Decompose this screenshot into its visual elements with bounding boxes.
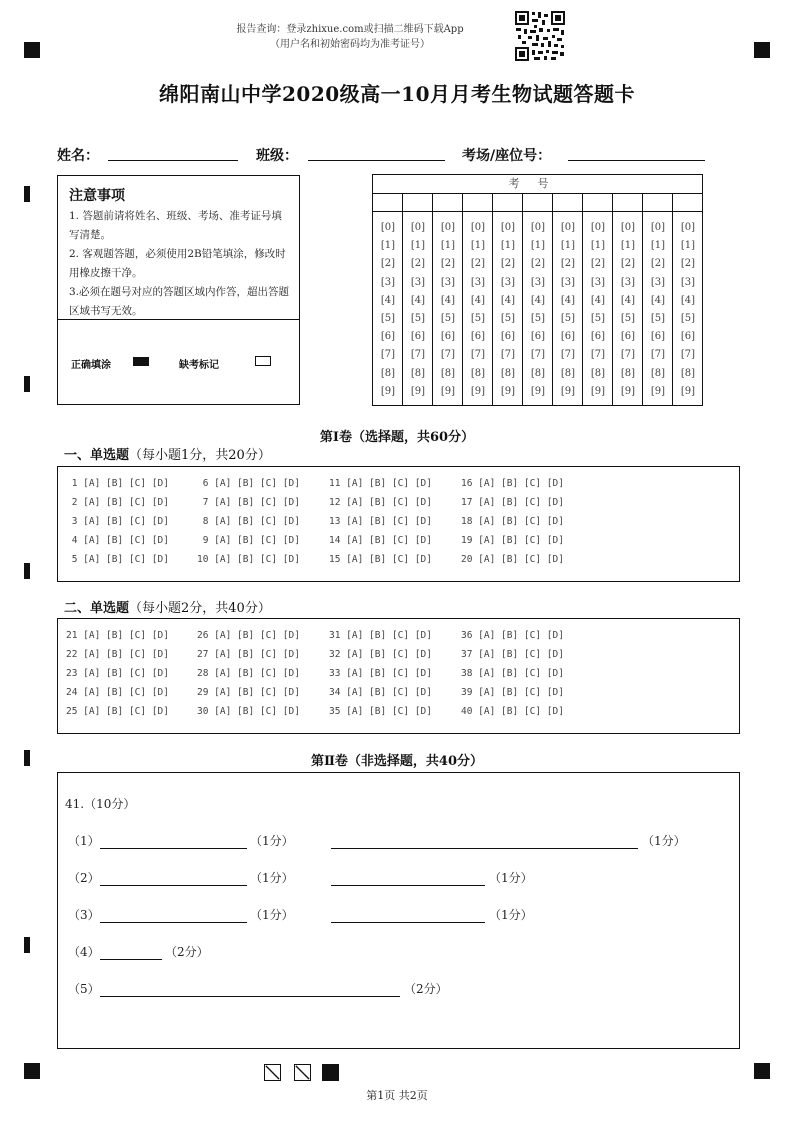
q41-1b-points: （1分） [642, 834, 686, 848]
notice-divider [58, 319, 299, 320]
q41-1a-points: （1分） [250, 834, 294, 848]
exam-id-bubble[interactable]: [5] [680, 313, 696, 324]
exam-id-bubble[interactable]: [2] [620, 258, 636, 270]
section2-heading [64, 597, 271, 616]
exam-id-bubble[interactable]: [6] [530, 331, 546, 343]
notice-box [57, 175, 300, 405]
exam-id-write-cell-divider [463, 211, 492, 212]
exam-id-bubble[interactable]: [6] [500, 331, 516, 343]
exam-id-bubble[interactable]: [7] [500, 349, 516, 361]
exam-id-bubble[interactable]: [5] [380, 313, 396, 324]
exam-id-bubble[interactable]: [4] [440, 294, 456, 306]
exam-id-bubble[interactable]: [8] [620, 367, 636, 379]
corner-mark-top-left [24, 42, 40, 58]
exam-id-bubble[interactable]: [9] [410, 385, 426, 397]
exam-id-bubble[interactable]: [4] [620, 294, 636, 306]
exam-id-bubble[interactable]: [8] [440, 367, 456, 379]
exam-id-bubble[interactable]: [4] [530, 294, 546, 306]
exam-id-bubble[interactable]: [6] [410, 331, 426, 343]
exam-id-bubble[interactable]: [2] [590, 258, 606, 270]
exam-id-bubble[interactable]: [2] [530, 258, 546, 270]
name-field[interactable] [108, 160, 238, 161]
q41-4-answer-line[interactable] [100, 959, 162, 960]
section1-heading [64, 444, 271, 463]
report-query-note [200, 22, 500, 52]
room-seat-field[interactable] [568, 160, 705, 161]
exam-id-bubble[interactable]: [0] [380, 222, 396, 233]
q41-2a-points: （1分） [250, 871, 294, 885]
exam-id-write-cell-divider [493, 211, 522, 212]
q41-2b-answer-line[interactable] [331, 885, 485, 886]
exam-id-write-cell-divider [372, 211, 402, 212]
mcq-question-13[interactable]: 13 [A] [B] [C] [D] [329, 516, 432, 527]
exam-id-bubble[interactable]: [5] [620, 313, 636, 324]
exam-id-bubble[interactable]: [0] [470, 222, 486, 233]
mcq-question-6[interactable]: 6 [A] [B] [C] [D] [197, 478, 300, 489]
part1-title: 第Ⅰ卷（选择题，共60分） [319, 430, 475, 445]
exam-id-bubble[interactable]: [8] [560, 367, 576, 379]
q41-3a-answer-line[interactable] [100, 922, 247, 923]
exam-id-write-cell-divider [403, 211, 432, 212]
mcq-question-10[interactable]: 10 [A] [B] [C] [D] [197, 554, 300, 565]
exam-id-bubble[interactable]: [7] [680, 349, 696, 361]
page-title: 绵阳南山中学2020级高一10月月考生物试题答题卡 [159, 82, 635, 106]
notice-title: 注意事项 [69, 188, 125, 204]
exam-id-bubble[interactable]: [4] [470, 294, 486, 306]
exam-id-bubble[interactable]: [7] [530, 349, 546, 361]
exam-id-bubble[interactable]: [8] [680, 367, 696, 379]
page-mark-hatched-icon [294, 1064, 311, 1081]
q41-5-label: （5） [68, 982, 100, 996]
q41-3b-answer-line[interactable] [331, 922, 485, 923]
exam-id-bubble[interactable]: [0] [500, 222, 516, 233]
exam-id-bubble[interactable]: [9] [440, 385, 456, 397]
exam-id-bubble[interactable]: [5] [560, 313, 576, 324]
exam-id-write-cell-divider [643, 211, 672, 212]
exam-id-bubble[interactable]: [4] [680, 294, 696, 306]
exam-id-header: 考号 [373, 175, 702, 194]
section2-note: （每小题2分，共40分） [129, 601, 271, 616]
exam-id-bubble[interactable]: [4] [650, 294, 666, 306]
exam-id-write-cell-divider [583, 211, 612, 212]
class-field[interactable] [308, 160, 445, 161]
mcq-question-23[interactable]: 23 [A] [B] [C] [D] [66, 668, 169, 679]
mcq-question-19[interactable]: 19 [A] [B] [C] [D] [461, 535, 564, 546]
q41-2b-points: （1分） [489, 871, 533, 885]
exam-id-bubble[interactable]: [9] [620, 385, 636, 397]
report-query-line2: （用户名和初始密码均为准考证号） [270, 39, 430, 50]
exam-id-bubble[interactable]: [2] [650, 258, 666, 270]
exam-id-bubble[interactable]: [3] [470, 276, 486, 288]
exam-id-bubble[interactable]: [0] [620, 222, 636, 233]
mcq-question-33[interactable]: 33 [A] [B] [C] [D] [329, 668, 432, 679]
exam-id-bubble[interactable]: [1] [410, 240, 426, 252]
exam-id-write-cell-divider [613, 211, 642, 212]
exam-id-bubble[interactable]: [8] [650, 367, 666, 379]
mcq-question-3[interactable]: 3 [A] [B] [C] [D] [66, 516, 169, 527]
mcq-question-9[interactable]: 9 [A] [B] [C] [D] [197, 535, 300, 546]
exam-id-bubble[interactable]: [2] [500, 258, 516, 270]
mcq-question-28[interactable]: 28 [A] [B] [C] [D] [197, 668, 300, 679]
exam-id-bubble[interactable]: [3] [680, 276, 696, 288]
correct-fill-label: 正确填涂 [71, 360, 111, 371]
exam-id-bubble[interactable]: [1] [650, 240, 666, 252]
class-label: 班级： [256, 148, 298, 164]
exam-id-write-cell-divider [673, 211, 702, 212]
mcq-question-39[interactable]: 39 [A] [B] [C] [D] [461, 687, 564, 698]
q41-4-points: （2分） [165, 945, 209, 959]
mcq-question-37[interactable]: 37 [A] [B] [C] [D] [461, 649, 564, 660]
exam-id-bubble[interactable]: [6] [440, 331, 456, 343]
exam-id-bubble[interactable]: [8] [590, 367, 606, 379]
mcq-question-31[interactable]: 31 [A] [B] [C] [D] [329, 630, 432, 641]
exam-id-bubble[interactable]: [2] [560, 258, 576, 270]
mcq-question-5[interactable]: 5 [A] [B] [C] [D] [66, 554, 169, 565]
exam-id-bubble[interactable]: [9] [530, 385, 546, 397]
q41-3b-points: （1分） [489, 908, 533, 922]
exam-id-bubble[interactable]: [0] [560, 222, 576, 233]
exam-id-bubble[interactable]: [9] [590, 385, 606, 397]
exam-id-bubble[interactable]: [2] [440, 258, 456, 270]
exam-id-bubble[interactable]: [3] [530, 276, 546, 288]
exam-id-bubble[interactable]: [0] [680, 222, 696, 233]
exam-id-bubble[interactable]: [1] [560, 240, 576, 252]
corner-mark-top-right [754, 42, 770, 58]
room-seat-label: 考场/座位号： [462, 148, 552, 164]
exam-id-bubble[interactable]: [9] [470, 385, 486, 397]
exam-id-bubble[interactable]: [1] [470, 240, 486, 252]
exam-id-bubble[interactable]: [8] [470, 367, 486, 379]
timing-mark [24, 186, 30, 202]
exam-id-bubble[interactable]: [2] [380, 258, 396, 270]
exam-id-bubble[interactable]: [1] [530, 240, 546, 252]
q41-label: 41.（10分） [65, 797, 136, 811]
exam-id-bubble[interactable]: [9] [500, 385, 516, 397]
exam-id-bubble[interactable]: [0] [440, 222, 456, 233]
exam-id-bubble[interactable]: [7] [440, 349, 456, 361]
mcq-question-34[interactable]: 34 [A] [B] [C] [D] [329, 687, 432, 698]
exam-id-bubble[interactable]: [7] [590, 349, 606, 361]
exam-id-bubble[interactable]: [8] [530, 367, 546, 379]
mcq-question-22[interactable]: 22 [A] [B] [C] [D] [66, 649, 169, 660]
exam-id-bubble[interactable]: [9] [560, 385, 576, 397]
timing-mark [24, 937, 30, 953]
exam-id-bubble[interactable]: [7] [620, 349, 636, 361]
exam-id-bubble[interactable]: [7] [380, 349, 396, 361]
mcq-question-2[interactable]: 2 [A] [B] [C] [D] [66, 497, 169, 508]
mcq-question-12[interactable]: 12 [A] [B] [C] [D] [329, 497, 432, 508]
mcq-question-29[interactable]: 29 [A] [B] [C] [D] [197, 687, 300, 698]
mcq-question-14[interactable]: 14 [A] [B] [C] [D] [329, 535, 432, 546]
exam-id-bubble[interactable]: [3] [560, 276, 576, 288]
q41-2a-answer-line[interactable] [100, 885, 247, 886]
exam-id-write-cell-divider [553, 211, 582, 212]
exam-id-bubble[interactable]: [7] [470, 349, 486, 361]
section1-answer-box [57, 466, 740, 582]
exam-id-bubble[interactable]: [4] [410, 294, 426, 306]
exam-id-bubble[interactable]: [5] [530, 313, 546, 324]
exam-id-bubble[interactable]: [6] [590, 331, 606, 343]
part2-title: 第Ⅱ卷（非选择题，共40分） [310, 754, 484, 769]
exam-id-bubble[interactable]: [3] [500, 276, 516, 288]
corner-mark-bottom-right [754, 1063, 770, 1079]
mcq-question-4[interactable]: 4 [A] [B] [C] [D] [66, 535, 169, 546]
exam-id-bubble[interactable]: [7] [410, 349, 426, 361]
mcq-question-16[interactable]: 16 [A] [B] [C] [D] [461, 478, 564, 489]
q41-4-label: （4） [68, 945, 100, 959]
section1-note: （每小题1分，共20分） [129, 448, 271, 463]
exam-id-bubble[interactable]: [6] [650, 331, 666, 343]
timing-mark [24, 376, 30, 392]
exam-id-bubble[interactable]: [0] [410, 222, 426, 233]
exam-id-bubble[interactable]: [6] [380, 331, 396, 343]
exam-id-bubble[interactable]: [5] [500, 313, 516, 324]
report-query-line1: 报告查询：登录zhixue.com或扫描二维码下载App [236, 24, 464, 35]
exam-id-bubble[interactable]: [2] [470, 258, 486, 270]
exam-id-bubble[interactable]: [6] [680, 331, 696, 343]
section2-title: 二、单选题 [64, 601, 130, 616]
mcq-question-27[interactable]: 27 [A] [B] [C] [D] [197, 649, 300, 660]
exam-id-bubble[interactable]: [0] [650, 222, 666, 233]
mcq-question-30[interactable]: 30 [A] [B] [C] [D] [197, 706, 300, 717]
exam-id-bubble[interactable]: [3] [590, 276, 606, 288]
q41-5-answer-line[interactable] [100, 996, 400, 997]
exam-id-bubble[interactable]: [9] [650, 385, 666, 397]
mcq-question-26[interactable]: 26 [A] [B] [C] [D] [197, 630, 300, 641]
exam-id-bubble[interactable]: [3] [650, 276, 666, 288]
exam-id-bubble[interactable]: [5] [410, 313, 426, 324]
notice-text [69, 207, 291, 321]
correct-fill-sample [133, 357, 149, 366]
mcq-question-1[interactable]: 1 [A] [B] [C] [D] [66, 478, 169, 489]
notice-item: 1. 答题前请将姓名、班级、考场、准考证号填写清楚。 [69, 210, 282, 241]
exam-id-bubble[interactable]: [1] [590, 240, 606, 252]
exam-id-bubble[interactable]: [6] [620, 331, 636, 343]
absent-label: 缺考标记 [179, 360, 219, 371]
q41-3a-points: （1分） [250, 908, 294, 922]
mcq-question-24[interactable]: 24 [A] [B] [C] [D] [66, 687, 169, 698]
exam-id-bubble[interactable]: [6] [560, 331, 576, 343]
exam-id-bubble[interactable]: [4] [500, 294, 516, 306]
exam-id-bubble[interactable]: [4] [590, 294, 606, 306]
exam-id-bubble[interactable]: [9] [680, 385, 696, 397]
exam-id-bubble[interactable]: [2] [680, 258, 696, 270]
exam-id-bubble[interactable]: [6] [470, 331, 486, 343]
exam-id-bubble[interactable]: [0] [530, 222, 546, 233]
exam-id-bubble[interactable]: [8] [500, 367, 516, 379]
mcq-question-7[interactable]: 7 [A] [B] [C] [D] [197, 497, 300, 508]
mcq-question-20[interactable]: 20 [A] [B] [C] [D] [461, 554, 564, 565]
q41-1-label: （1） [68, 834, 100, 848]
notice-item: 3.必须在题号对应的答题区域内作答，超出答题区域书写无效。 [69, 286, 290, 317]
mcq-question-25[interactable]: 25 [A] [B] [C] [D] [66, 706, 169, 717]
exam-id-bubble[interactable]: [1] [380, 240, 396, 252]
exam-id-bubble[interactable]: [4] [380, 294, 396, 306]
exam-id-bubble[interactable]: [5] [590, 313, 606, 324]
exam-id-bubble[interactable]: [8] [410, 367, 426, 379]
page-mark-filled [322, 1064, 339, 1081]
mcq-question-21[interactable]: 21 [A] [B] [C] [D] [66, 630, 169, 641]
exam-id-bubble[interactable]: [1] [500, 240, 516, 252]
exam-id-grid [372, 174, 703, 406]
mcq-question-17[interactable]: 17 [A] [B] [C] [D] [461, 497, 564, 508]
mcq-question-32[interactable]: 32 [A] [B] [C] [D] [329, 649, 432, 660]
section1-title: 一、单选题 [64, 448, 130, 463]
absent-mark-box[interactable] [255, 356, 271, 366]
q41-5-points: （2分） [404, 982, 448, 996]
timing-mark [24, 563, 30, 579]
mcq-question-40[interactable]: 40 [A] [B] [C] [D] [461, 706, 564, 717]
exam-id-bubble[interactable]: [4] [560, 294, 576, 306]
exam-id-bubble[interactable]: [5] [470, 313, 486, 324]
exam-id-bubble[interactable]: [3] [380, 276, 396, 288]
exam-id-bubble[interactable]: [2] [410, 258, 426, 270]
exam-id-bubble[interactable]: [0] [590, 222, 606, 233]
notice-item: 2. 客观题答题，必须使用2B铅笔填涂，修改时用橡皮擦干净。 [69, 248, 286, 279]
q41-2-label: （2） [68, 871, 100, 885]
mcq-question-15[interactable]: 15 [A] [B] [C] [D] [329, 554, 432, 565]
mcq-question-11[interactable]: 11 [A] [B] [C] [D] [329, 478, 432, 489]
name-label: 姓名： [57, 148, 99, 164]
q41-1a-answer-line[interactable] [100, 848, 247, 849]
mcq-question-36[interactable]: 36 [A] [B] [C] [D] [461, 630, 564, 641]
exam-id-bubble[interactable]: [9] [380, 385, 396, 397]
mcq-question-18[interactable]: 18 [A] [B] [C] [D] [461, 516, 564, 527]
exam-id-bubble[interactable]: [1] [440, 240, 456, 252]
exam-id-bubble[interactable]: [5] [650, 313, 666, 324]
exam-id-bubble[interactable]: [3] [440, 276, 456, 288]
exam-id-bubble[interactable]: [1] [620, 240, 636, 252]
mcq-question-35[interactable]: 35 [A] [B] [C] [D] [329, 706, 432, 717]
exam-id-bubble[interactable]: [5] [440, 313, 456, 324]
mcq-question-8[interactable]: 8 [A] [B] [C] [D] [197, 516, 300, 527]
q41-1b-answer-line[interactable] [331, 848, 638, 849]
exam-id-bubble[interactable]: [7] [560, 349, 576, 361]
section2-answer-box [57, 618, 740, 734]
exam-id-bubble[interactable]: [7] [650, 349, 666, 361]
page-mark-hatched-icon [264, 1064, 281, 1081]
page-number: 第1页 共2页 [366, 1089, 428, 1102]
exam-id-bubble[interactable]: [8] [380, 367, 396, 379]
mcq-question-38[interactable]: 38 [A] [B] [C] [D] [461, 668, 564, 679]
exam-id-bubble[interactable]: [1] [680, 240, 696, 252]
q41-3-label: （3） [68, 908, 100, 922]
qr-code-icon [514, 10, 566, 62]
exam-id-bubble[interactable]: [3] [620, 276, 636, 288]
corner-mark-bottom-left [24, 1063, 40, 1079]
exam-id-write-cell-divider [523, 211, 552, 212]
exam-id-write-cell-divider [433, 211, 462, 212]
exam-id-bubble[interactable]: [3] [410, 276, 426, 288]
part2-answer-box [57, 772, 740, 1049]
